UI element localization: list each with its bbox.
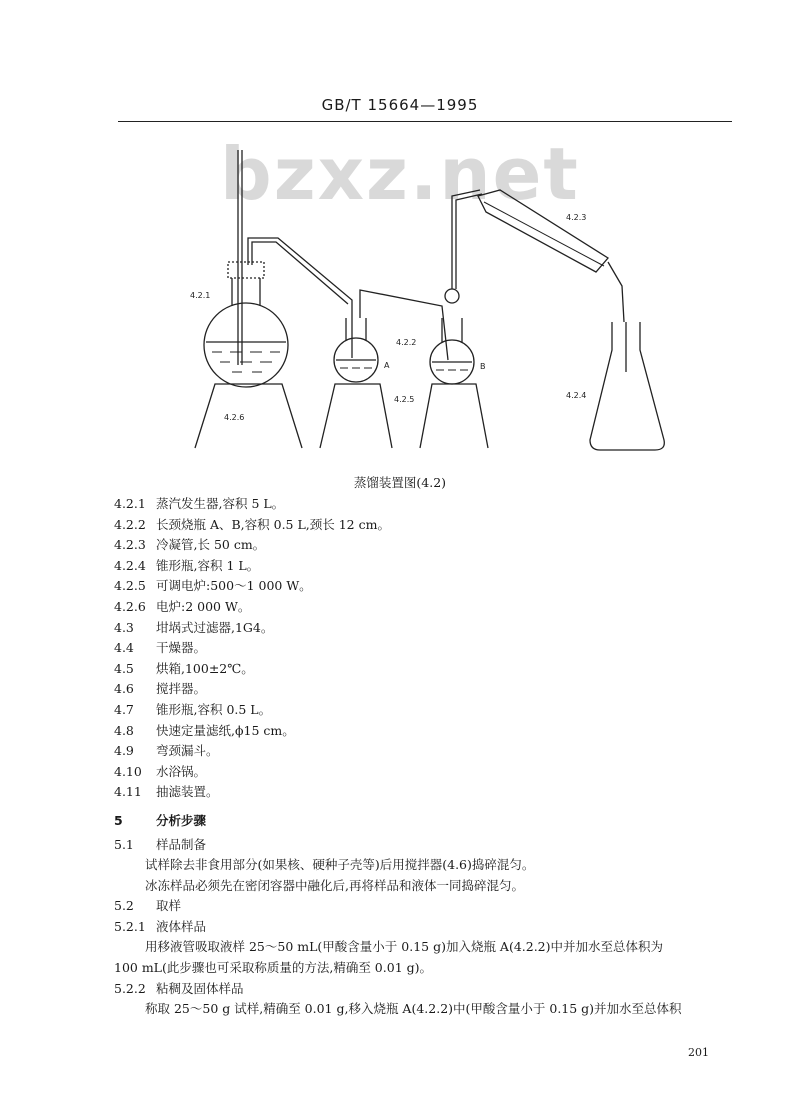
label-4-2-5: 4.2.5 bbox=[394, 395, 415, 404]
list-item bbox=[114, 638, 744, 659]
list-item bbox=[114, 659, 744, 680]
item-text: 电炉:2 000 W。 bbox=[156, 598, 251, 614]
section-title: 液体样品 bbox=[156, 918, 207, 934]
electric-heater-4-2-6 bbox=[195, 384, 302, 448]
item-number: 4.2.6 bbox=[114, 598, 146, 614]
item-number: 4.4 bbox=[114, 640, 134, 656]
item-number: 4.2.5 bbox=[114, 578, 146, 594]
list-item bbox=[114, 494, 744, 515]
list-item bbox=[114, 782, 744, 803]
label-4-2-6: 4.2.6 bbox=[224, 413, 245, 422]
section-number: 5.2.1 bbox=[114, 918, 146, 934]
list-item bbox=[114, 741, 744, 762]
label-flask-b: B bbox=[480, 362, 486, 371]
item-number: 4.2.3 bbox=[114, 537, 146, 553]
list-item bbox=[114, 515, 744, 536]
item-number: 4.5 bbox=[114, 660, 134, 676]
item-text: 蒸汽发生器,容积 5 L。 bbox=[156, 496, 285, 511]
paragraph-continuation: 100 mL(此步骤也可采取称质量的方法,精确至 0.01 g)。 bbox=[114, 960, 432, 976]
list-item bbox=[114, 700, 744, 721]
header-rule bbox=[118, 121, 732, 122]
section-title: 取样 bbox=[156, 898, 182, 914]
item-number: 4.2.1 bbox=[114, 496, 146, 511]
section-5-2-2-heading bbox=[114, 979, 744, 1000]
label-4-2-3: 4.2.3 bbox=[566, 213, 587, 222]
list-item bbox=[114, 576, 744, 597]
item-text: 冷凝管,长 50 cm。 bbox=[156, 537, 266, 553]
item-text: 锥形瓶,容积 0.5 L。 bbox=[156, 701, 272, 717]
list-item bbox=[114, 762, 744, 783]
item-number: 4.10 bbox=[114, 763, 142, 779]
steam-generator-flask bbox=[204, 262, 288, 387]
item-number: 4.9 bbox=[114, 743, 134, 759]
item-text: 快速定量滤纸,ϕ15 cm。 bbox=[156, 722, 295, 738]
document-header-code: GB/T 15664—1995 bbox=[321, 96, 479, 114]
list-item bbox=[114, 679, 744, 700]
paragraph: 称取 25～50 g 试样,精确至 0.01 g,移入烧瓶 A(4.2.2)中(甲酸含量小于 0.15 g)并加水至总体积 bbox=[145, 1001, 682, 1017]
long-neck-flask-a bbox=[334, 318, 378, 382]
label-4-2-1: 4.2.1 bbox=[190, 291, 211, 300]
item-text: 长颈烧瓶 A、B,容积 0.5 L,颈长 12 cm。 bbox=[156, 516, 390, 532]
item-text: 水浴锅。 bbox=[156, 763, 207, 779]
item-number: 4.2.4 bbox=[114, 557, 146, 573]
section-5-2-heading bbox=[114, 896, 744, 917]
section-5-1-heading bbox=[114, 835, 744, 856]
label-flask-a: A bbox=[384, 361, 390, 370]
item-text: 搅拌器。 bbox=[156, 681, 207, 697]
section-number: 5.1 bbox=[114, 836, 134, 852]
item-text: 可调电炉:500～1 000 W。 bbox=[156, 578, 312, 594]
section-number: 5.2.2 bbox=[114, 980, 146, 996]
watermark: bzxz.net bbox=[220, 132, 580, 216]
paragraph: 用移液管吸取液样 25～50 mL(甲酸含量小于 0.15 g)加入烧瓶 A(4.2.2)中并加水至总体积为 bbox=[145, 939, 664, 955]
apparatus-item-list bbox=[114, 494, 744, 803]
page-number: 201 bbox=[688, 1046, 709, 1059]
adjustable-heater-right bbox=[420, 384, 488, 448]
section-title: 分析步骤 bbox=[156, 812, 207, 828]
condenser-tube bbox=[478, 190, 624, 322]
item-number: 4.11 bbox=[114, 784, 142, 800]
conical-flask-4-2-4 bbox=[590, 322, 664, 450]
list-item bbox=[114, 597, 744, 618]
item-number: 4.7 bbox=[114, 701, 134, 717]
item-text: 干燥器。 bbox=[156, 640, 207, 656]
list-item bbox=[114, 535, 744, 556]
item-text: 烘箱,100±2℃。 bbox=[156, 660, 254, 676]
item-number: 4.3 bbox=[114, 619, 134, 635]
section-number: 5.2 bbox=[114, 898, 134, 914]
figure-caption: 蒸馏装置图(4.2) bbox=[353, 475, 447, 490]
label-4-2-4: 4.2.4 bbox=[566, 391, 587, 400]
item-number: 4.6 bbox=[114, 681, 134, 697]
item-text: 弯颈漏斗。 bbox=[156, 743, 219, 759]
section-5-heading bbox=[114, 811, 744, 832]
list-item bbox=[114, 721, 744, 742]
section-number: 5 bbox=[114, 812, 123, 828]
paragraph: 试样除去非食用部分(如果核、硬种子壳等)后用搅拌器(4.6)捣碎混匀。 bbox=[145, 857, 535, 873]
section-title: 粘稠及固体样品 bbox=[156, 980, 244, 996]
item-text: 坩埚式过滤器,1G4。 bbox=[156, 619, 274, 635]
section-5-2-1-heading bbox=[114, 917, 744, 938]
label-4-2-2: 4.2.2 bbox=[396, 338, 417, 347]
distillation-apparatus-diagram bbox=[170, 140, 670, 460]
item-number: 4.2.2 bbox=[114, 516, 146, 532]
long-neck-flask-b bbox=[430, 289, 474, 384]
item-number: 4.8 bbox=[114, 722, 134, 738]
list-item bbox=[114, 556, 744, 577]
paragraph: 冰冻样品必须先在密闭容器中融化后,再将样品和液体一同捣碎混匀。 bbox=[145, 877, 524, 893]
section-title: 样品制备 bbox=[156, 836, 207, 852]
item-text: 锥形瓶,容积 1 L。 bbox=[156, 557, 260, 573]
adjustable-heater-left bbox=[320, 384, 392, 448]
item-text: 抽滤装置。 bbox=[156, 784, 219, 800]
list-item bbox=[114, 618, 744, 639]
document-body bbox=[114, 494, 744, 1020]
